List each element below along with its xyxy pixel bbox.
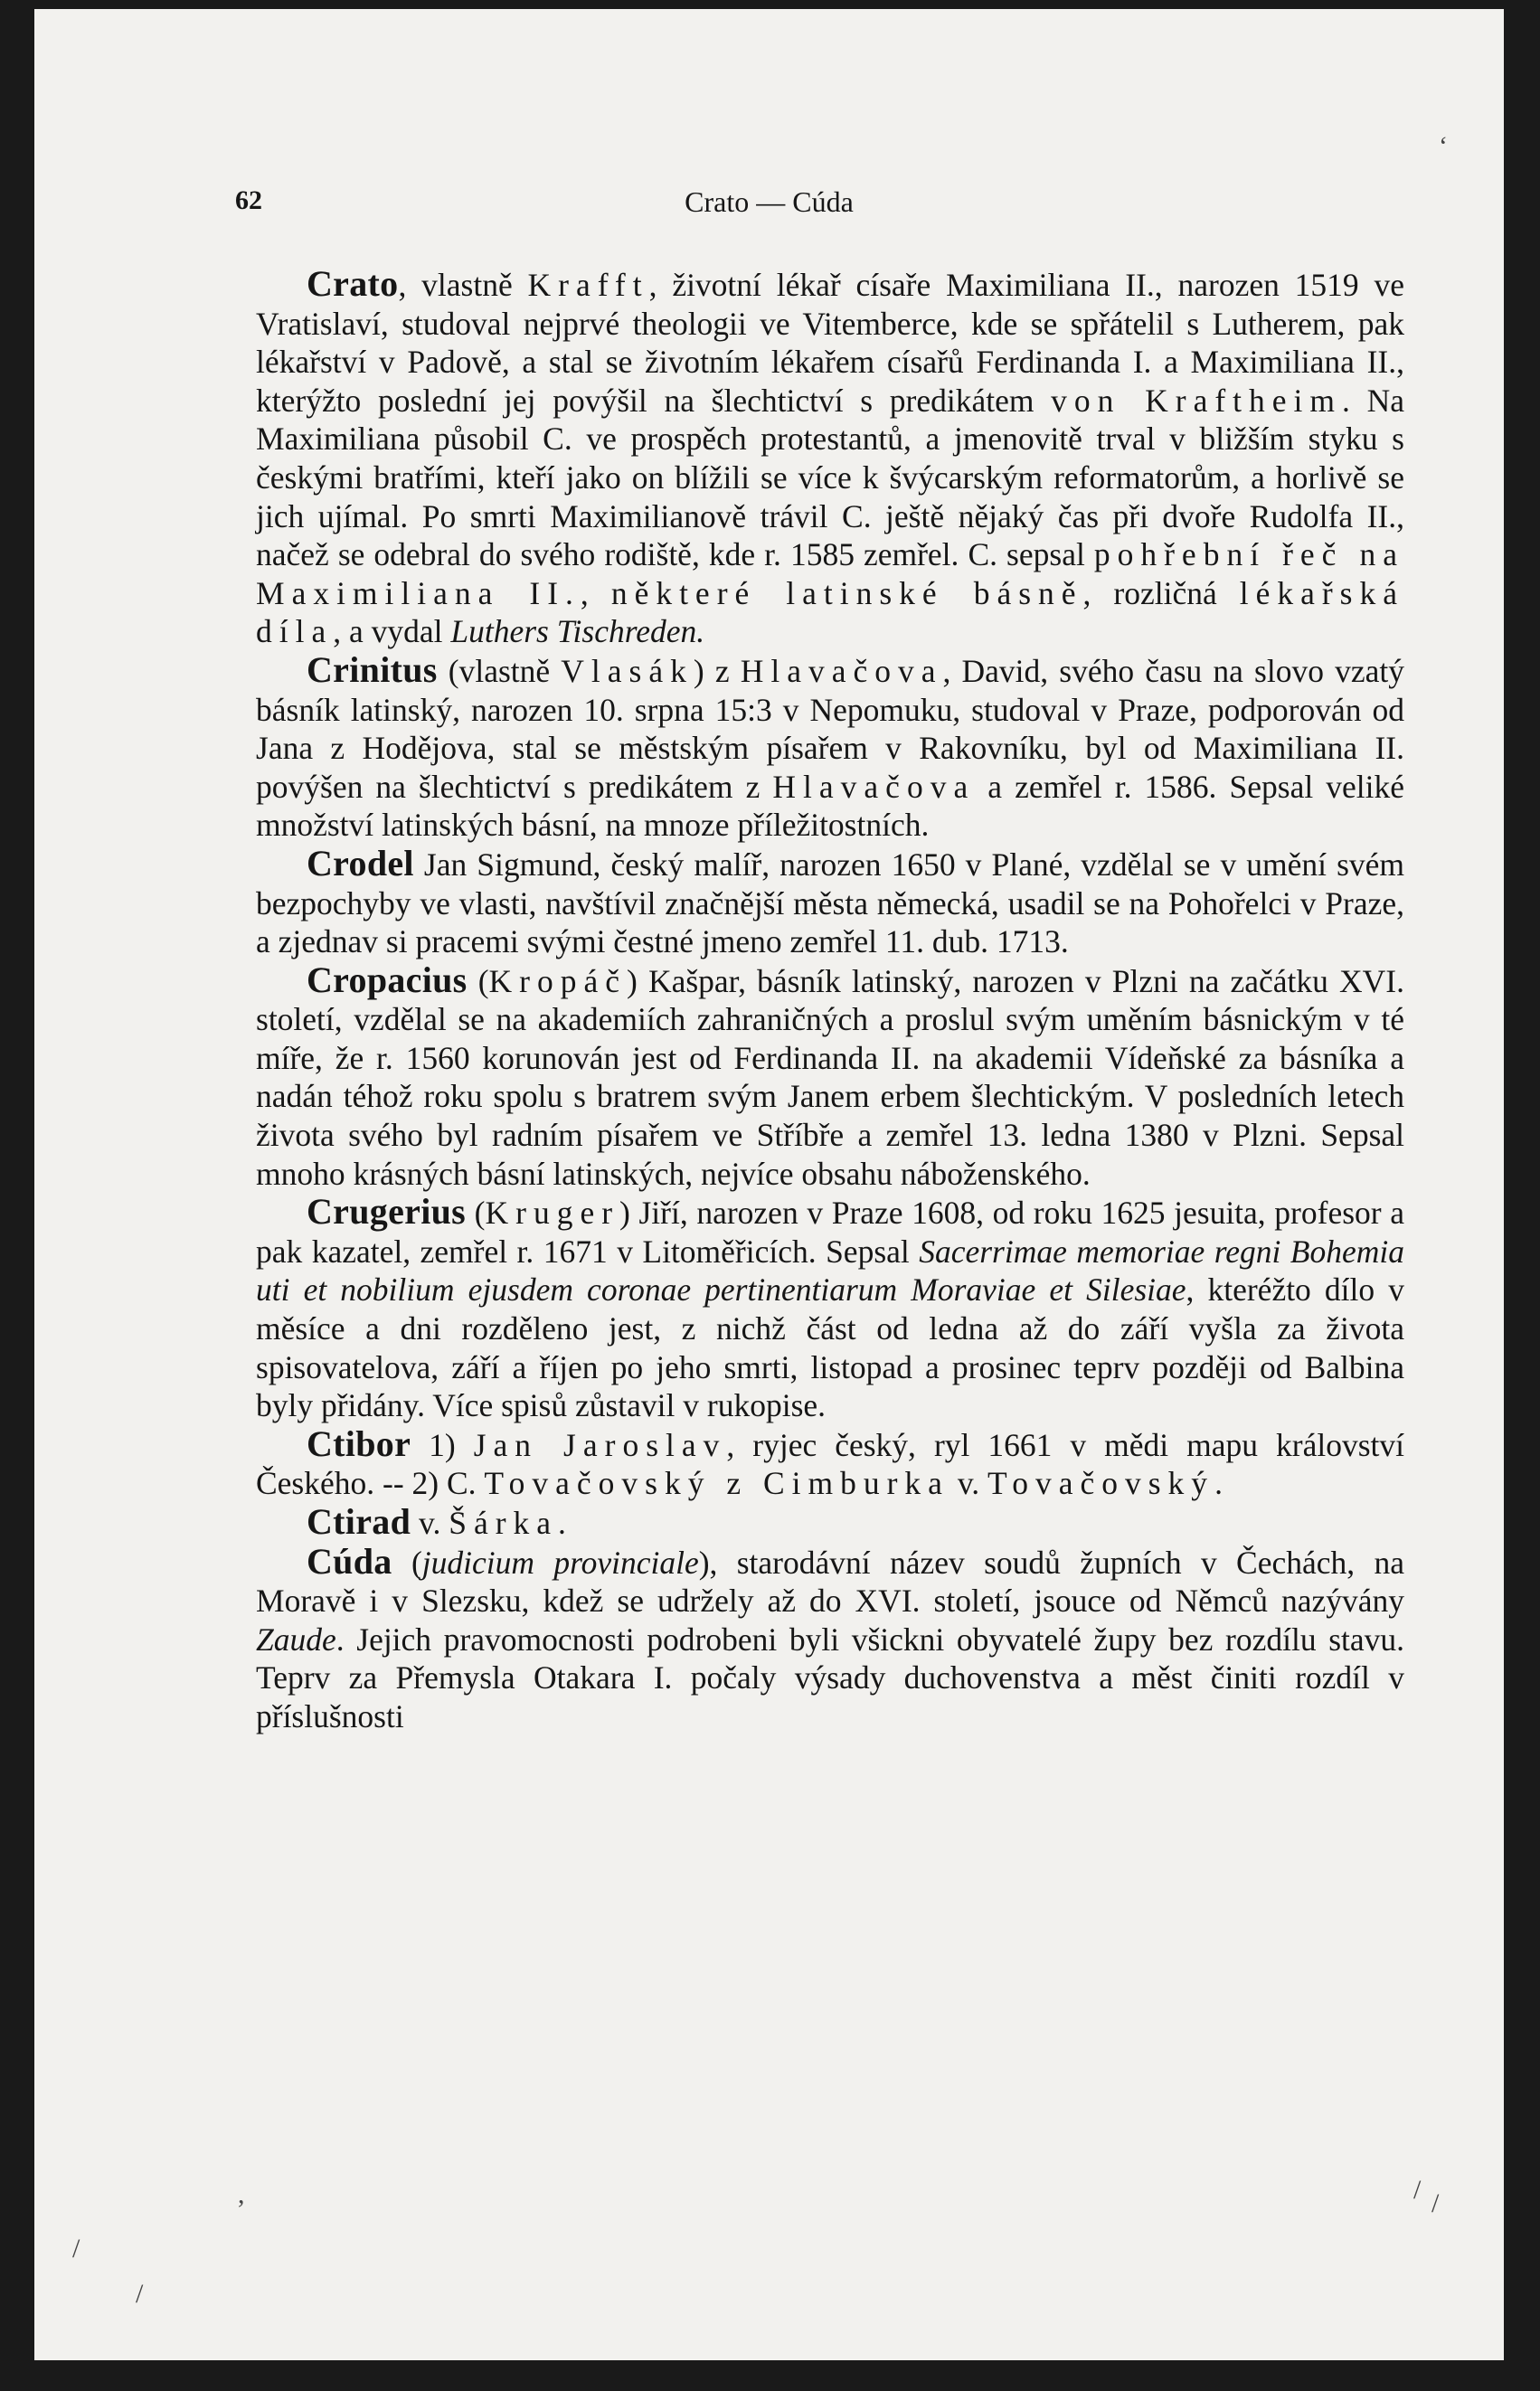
dictionary-entries [256, 265, 1404, 1736]
spaced-text: Tovačovský z Cimburka [484, 1465, 950, 1502]
entry-text: ( [467, 962, 489, 999]
dictionary-entry [256, 842, 1404, 961]
entry-headword: Ctirad [307, 1501, 411, 1542]
margin-mark: ‘ [1439, 131, 1448, 161]
entry-text: Jan Sigmund, český malíř, narozen 1650 v Plané, vzdělal se v umění svém bezpochyby ve vlasti, navštívil značnější města německá, usadil se na Pohořelci v Praze, a zjednav si pracemi svými čestné jmeno zemřel 11. dub. 1713. [256, 846, 1404, 960]
entry-text: , rozličná [1082, 574, 1240, 611]
italic-title: Sacerrimae memoriae regni Bohemia uti et nobilium ejusdem coronae pertinentiarum Moraviae et Silesiae [256, 1233, 1404, 1309]
entry-headword: Crinitus [307, 648, 438, 690]
entry-text: a zemřel r. 1586. Sepsal veliké množství latinských básní, na mnoze příležitostních. [256, 768, 1404, 844]
page-number: 62 [235, 185, 262, 215]
italic-title: judicium provinciale [421, 1544, 699, 1581]
entry-text: ( [392, 1544, 422, 1581]
scanned-page [34, 9, 1504, 2360]
entry-text: . [1214, 1465, 1223, 1502]
entry-headword: Crato [307, 263, 399, 304]
dictionary-entry [256, 265, 1404, 651]
entry-text: , životní lékař císaře Maximiliana II., narozen 1519 ve Vratislaví, studoval nejprvé theologii ve Vitemberce, kde se spřátelil s Lutherem, pak lékařství v Padově, a stal se životním lékařem císařů Ferdinanda I. a Maximiliana II., kterýžto poslední jej povýšil na šlechtictví s predikátem [256, 267, 1404, 419]
entry-headword: Crodel [307, 842, 414, 884]
spaced-text: Šárka [449, 1505, 559, 1541]
entry-text: ) Kašpar, básník latinský, narozen v Plzni na začátku XVI. století, vzdělal se na akademiích zahraničných a proslul svým uměním básnickým v té míře, že r. 1560 korunován jest od Ferdinanda II. na akademii Vídeňské za básníka a nadán téhož roku spolu s bratrem svým Janem erbem šlechtickým. V posledních letech života svého byl radním písařem ve Stříbře a zemřel 13. ledna 1380 v Plzni. Sepsal mnoho krásných básní latinských, nejvíce obsahu náboženského. [256, 962, 1404, 1192]
spaced-text: některé latinské básně [610, 574, 1083, 611]
entry-text: , David, svého času na slovo vzatý básník latinský, narozen 10. srpna 15:3 v Nepomuku, studoval v Praze, podporován od Jana z Hodějova, stal se městským písařem v Rakovníku, byl od Maximiliana II. povýšen na šlechtictví s predikátem z [256, 652, 1404, 805]
entry-text: , kteréžto dílo v měsíce a dni rozděleno jest, z nichž část od ledna až do září vyšla za života spisovatelova, září a říjen po jeho smrti, listopad a prosinec teprv později od Balbina byly přidány. Více spisů zůstavil v rukopise. [256, 1271, 1404, 1424]
spaced-text: Krafft [527, 267, 649, 303]
entry-text: (vlastně [437, 652, 562, 689]
entry-headword: Cúda [307, 1540, 392, 1582]
spaced-text: Kruger [485, 1195, 620, 1232]
entry-text: . [558, 1505, 566, 1541]
spaced-text: Jan Jaroslav [473, 1426, 727, 1463]
dictionary-entry [256, 1422, 1405, 1503]
entry-text: 1) [411, 1426, 474, 1463]
spaced-text: Vlasák [561, 652, 694, 689]
entry-headword: Ctibor [307, 1422, 411, 1464]
dictionary-entry [256, 1540, 1404, 1736]
spaced-text: Tovačovský [987, 1465, 1215, 1502]
entry-headword: Cropacius [307, 959, 468, 1000]
spaced-text: pohřební řeč na Maximiliana II. [256, 536, 1404, 611]
entry-text: ) Jiří, narozen v Praze 1608, od roku 1625 jesuita, profesor a pak kazatel, zemřel r. 1671 v Litoměřicích. Sepsal [256, 1195, 1404, 1270]
entry-text: , vlastně [398, 267, 528, 303]
running-title: Crato — Cúda [685, 185, 854, 218]
entry-text: ), starodávní název soudů župních v Čechách, na Moravě i v Slezsku, kdež se udržely až do XVI. století, jsouce od Němců nazývány [256, 1544, 1404, 1620]
entry-headword: Crugerius [307, 1191, 467, 1233]
dictionary-entry [256, 1503, 1404, 1543]
entry-text: v. [949, 1465, 988, 1502]
italic-title: Luthers Tischreden. [450, 613, 705, 650]
italic-title: Zaude [256, 1621, 336, 1658]
margin-mark: / [72, 2234, 80, 2263]
margin-mark: , [238, 2179, 245, 2209]
entry-text: , ryjec český, ryl 1661 v mědi mapu království Českého. -- 2) C. [256, 1426, 1405, 1502]
spaced-text: Hlavačova [740, 652, 943, 689]
spaced-text: lékařská díla [256, 574, 1405, 650]
entry-text: v. [411, 1505, 449, 1541]
entry-text: , a vydal [333, 613, 451, 650]
entry-text: . Jejich pravomocnosti podrobeni byli všickni obyvatelé župy bez rozdílu stavu. Teprv za Přemysla Otakara I. počaly výsady duchovenstva a měst činiti rozdíl v příslušnosti [256, 1621, 1404, 1734]
dictionary-entry [256, 961, 1404, 1194]
dictionary-entry [256, 1193, 1404, 1425]
spaced-text: von Kraftheim [1051, 382, 1343, 419]
entry-text: . Na Maximiliana působil C. ve prospěch protestantů, a jmenovitě trval v bližším styku s českými bratřími, kteří jako on blížili se více k švýcarským reformatorům, a horlivě se jich ujímal. Po smrti Maximilianově trávil C. ještě nějaký čas při dvoře Rudolfa II., načež se odebral do svého rodiště, kde r. 1585 zemřel. C. sepsal [256, 382, 1404, 573]
page-header [34, 185, 1504, 222]
margin-mark: / [1431, 2188, 1440, 2218]
entry-text: ( [466, 1195, 486, 1232]
spaced-text: Kropáč [488, 962, 627, 999]
margin-mark: / [1413, 2175, 1422, 2205]
entry-text: , [580, 574, 611, 611]
dictionary-entry [256, 648, 1404, 845]
margin-mark: / [136, 2279, 144, 2309]
entry-text: ) z [693, 652, 741, 689]
spaced-text: Hlavačova [772, 768, 976, 805]
